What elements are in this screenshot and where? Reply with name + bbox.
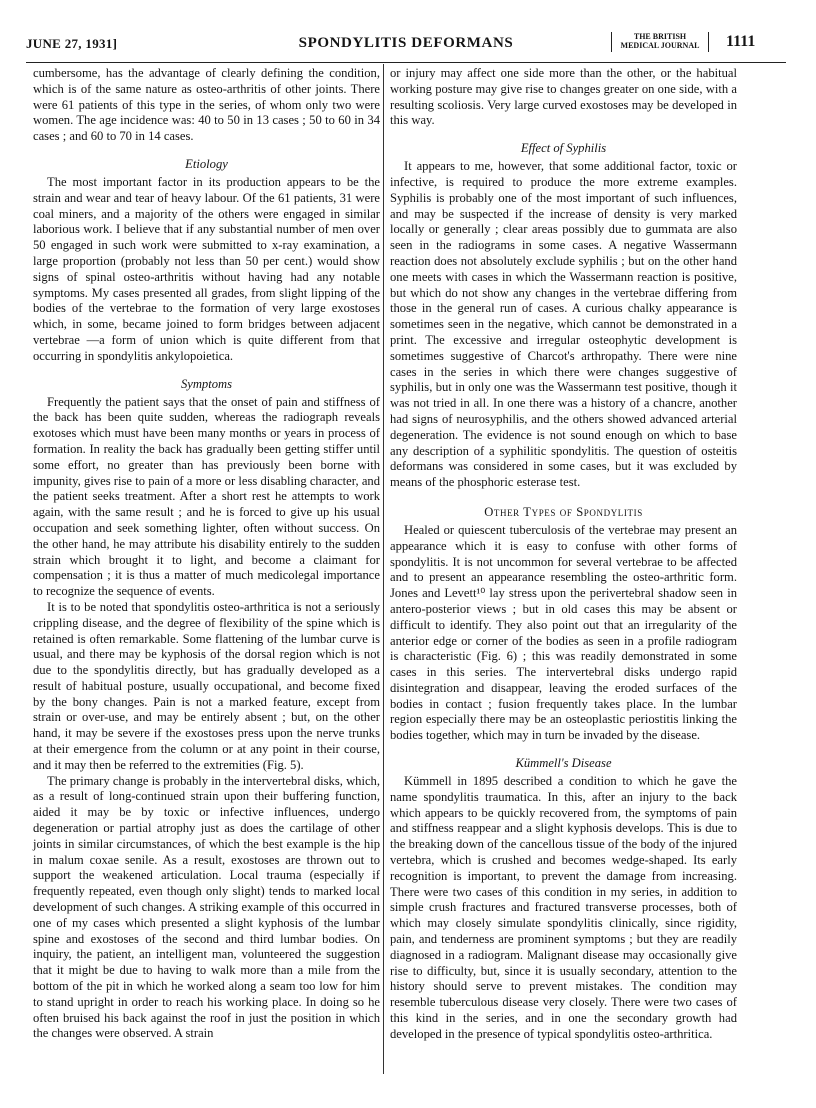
running-title: SPONDYLITIS DEFORMANS [298, 35, 514, 51]
intro-paragraph: cumbersome, has the advantage of clearly defining the condition, which is of the same nature as osteo-arthritis of other joints. There were 61 patients of this type in the series, of whom only two were women. The age incidence was: 40 to 50 in 13 cases ; 50 to 60 in 34 cases ; and 60 to 70 in 14 cases. [33, 66, 380, 144]
journal-name [611, 32, 709, 52]
right-column [390, 66, 737, 1043]
syphilis-paragraph: It appears to me, however, that some additional factor, toxic or infective, is required to produce the more extreme examples. Syphilis is probably one of the most important of such influences, and may be suspected if the increase of density is very marked locally or generally ; clear areas possibly due to gummata are also seen in the radiograms in some cases. A negative Wassermann reaction does not absolutely exclude syphilis ; but on the other hand one meets with cases in which the Wassermann reaction is positive, but which do not show any changes in the vertebrae differing from those in the general run of cases. A curious chalky appearance is sometimes seen in the negative, which cannot be demonstrated in a print. The excessive and irregular osteophytic development is sometimes suggestive of Charcot's arthropathy. There were nine cases in the series in which there were changes suggestive of syphilis, but in only one was the Wassermann test positive, though it was not tried in all. In one there was a history of a chancre, another had signs of neurosyphilis, and the others showed advanced arterial degeneration. The evidence is not sound enough on which to base any description of a syphilitic spondylitis. The question of osteitis deformans was considered in some cases, but it was excluded by means of the phosphoric esterase test. [390, 159, 737, 490]
symptoms-paragraph-1: Frequently the patient says that the onset of pain and stiffness of the back has been quite sudden, whereas the radiograph reveals exotoses which must have been many months or years in process of formation. In reality the back has gradually been getting stiffer until some effort, no greater than has previously been borne with impunity, gives rise to pain of a more or less disabling character, and the patient seeks treatment. After a short rest he attempts to work again, with the same result ; and he is forced to give up his usual occupation and seek something lighter, often without success. On the other hand, he may attribute his disability entirely to the sudden strain which brought it to light, and become a claimant for compensation ; it is thus a matter of much medicolegal importance to recognize the sequence of events. [33, 394, 380, 599]
column-divider [383, 64, 384, 1074]
left-column [33, 66, 380, 1042]
continued-paragraph: or injury may affect one side more than the other, or the habitual working posture may give rise to changes greater on one side, with a resulting scoliosis. Very large curved exostoses may be developed in this way. [390, 66, 737, 128]
issue-date: JUNE 27, 1931] [26, 36, 118, 51]
other-types-heading: Other Types of Spondylitis [484, 504, 643, 519]
symptoms-paragraph-3: The primary change is probably in the intervertebral disks, which, as a result of long-continued strain upon their buffering function, aided it may be by toxic or infective influences, undergo degeneration or partial atrophy just as does the cartilage of other joints in similar circumstances, of which the best example is the hip in malum coxae senile. As a result, exostoses are thrown out to support the weakened articulation. Local trauma (especially if frequently repeated, even though only slight) tends to marked local development of such changes. A striking example of this occurred in one of my cases which presented a slight kyphosis of the lumbar spine and exostoses of the second and third lumbar bodies. On inquiry, the patient, an intelligent man, volunteered the suggestion that it might be due to having to walk more than a mile from the bottom of the pit in which he worked along a seam too low for him to stand upright in order to reach his working place. In doing so he often bruised his back against the roof in just the position in which the changes were observed. A strain [33, 773, 380, 1041]
symptoms-paragraph-2: It is to be noted that spondylitis osteo-arthritica is not a seriously crippling disease, and the degree of flexibility of the spine which is retained is often remarkable. Some flattening of the lumbar curve is usual, and there may be kyphosis of the dorsal region which is not due to the spondylitis directly, but has gradually developed as a result of habitual posture, usually occupational, and become fixed by the bony changes. Pain is not a marked feature, except from strain or over-use, and may be entirely absent ; but, on the other hand, it may be severe if the exostoses press upon the nerve trunks at their emergence from the column or at any point in their course, and it may then be referred to the extremities (Fig. 5). [33, 599, 380, 772]
etiology-heading: Etiology [185, 156, 228, 171]
page-header [26, 30, 786, 52]
journal-name-line2: MEDICAL JOURNAL [620, 41, 700, 50]
syphilis-heading: Effect of Syphilis [520, 141, 607, 156]
kummell-paragraph: Kümmell in 1895 described a condition to which he gave the name spondylitis traumatica. In this, after an injury to the back which appears to be quickly recovered from, the symptoms of pain and stiffness reappear and a slight kyphosis develops. This is due to the breaking down of the cancellous tissue of the body of the injured vertebra, which is crushed and becomes wedge-shaped. Its early recognition is important, to prevent the damage from increasing. There were two cases of this condition in my series, in addition to simple crush fractures and fractured transverse processes, both of which may closely simulate spondylitis clinically, since rigidity, pain, and tenderness are prominent symptoms ; but they are readily diagnosed in a radiogram. Malignant disease may occasionally give rise to difficulty, but, since it is usually secondary, attention to the history should serve to prevent mistakes. The condition may resemble tuberculous disease very closely. There were two cases of this kind in the series, and in one the secondary growth had developed in the presence of typical spondylitis osteo-arthritica. [390, 774, 737, 1041]
journal-name-line1: THE BRITISH [633, 32, 687, 41]
etiology-paragraph: The most important factor in its production appears to be the strain and wear and tear of heavy labour. Of the 61 patients, 31 were coal miners, and a majority of the others were engaged in similar laborious work. I believe that if any substantial number of men over 50 engaged in such work were submitted to x-ray examination, a large proportion (probably not less than 50 per cent.) would show signs of spinal osteo-arthritis without having had any notable symptoms. My cases presented all grades, from slight lipping of the bodies of the vertebrae to the formation of very large exostoses which, in some, became joined to form bridges between adjacent vertebrae —a form of union which is quite different from that occurring in spondylitis ankylopoietica. [33, 174, 380, 363]
other-types-paragraph: Healed or quiescent tuberculosis of the vertebrae may present an appearance which it is easy to confuse with other forms of spondylitis. It is not uncommon for several vertebrae to be affected and to present an appearance resembling the osteo-arthritic form. Jones and Levett¹⁰ lay stress upon the perivertebral shadow seen in antero-posterior views ; but in old cases this may be absent or difficult to identify. They also point out that an irregularity of the anterior edge or corner of the bodies as seen in a profile radiogram is characteristic (Fig. 6) ; this was readily demonstrated in some cases in this series. The intervertebral disks undergo rapid disintegration and disappear, leaving the eroded surfaces of the bodies in contact ; fusion frequently takes place. In the lumbar region especially there may be an osteoplastic periostitis linking the bodies together, which may in turn be invaded by the disease. [390, 522, 737, 743]
symptoms-heading: Symptoms [180, 376, 233, 391]
page-number: 1111 [726, 33, 756, 50]
kummell-heading: Kümmell's Disease [515, 756, 612, 771]
header-rule [26, 62, 786, 63]
